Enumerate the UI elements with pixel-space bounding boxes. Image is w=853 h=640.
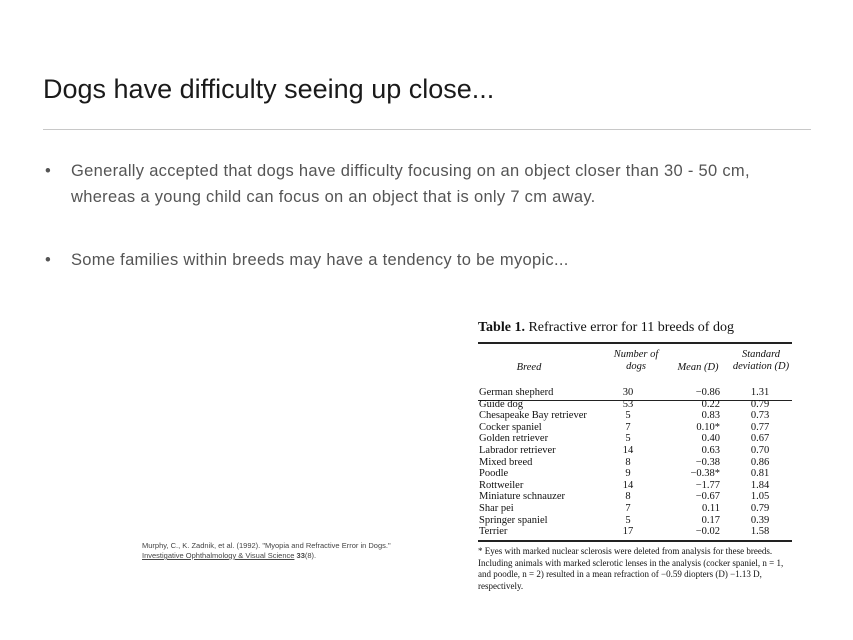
cell-dogs: 17 [622,526,634,538]
header-breed: Breed [516,362,542,373]
table-caption-text: Refractive error for 11 breeds of dog [528,320,734,335]
cell-mean: 0.40 [701,433,720,445]
cell-dogs: 14 [622,445,634,456]
table-top-rule [478,342,792,344]
cell-mean: −1.77 [695,479,720,491]
cell-sd: 1.05 [750,491,770,503]
cell-mean: −0.38* [690,468,720,480]
header-number-line1: Number of [613,349,659,360]
header-mean: Mean (D) [677,362,719,373]
cell-dogs: 9 [625,468,631,480]
header-sd-line1: Standard [741,349,781,360]
cell-dogs: 7 [625,421,631,433]
cell-breed: Shar pei [479,503,514,514]
bullet-list [45,158,790,273]
cell-breed: Golden retriever [479,433,549,445]
table-row [478,387,792,398]
cell-dogs: 14 [622,479,634,491]
cell-sd: 0.79 [750,503,770,514]
cell-breed: Chesapeake Bay retriever [479,410,587,422]
cell-sd: 0.73 [750,410,770,422]
table-row [478,445,792,456]
cell-mean: 0.11 [702,503,720,514]
cell-breed: Cocker spaniel [479,421,542,433]
cell-breed: Guide dog [479,398,524,410]
cell-mean: 0.22 [701,398,720,410]
table-bottom-rule [478,540,792,542]
header-number-of-dogs [606,349,666,373]
cell-dogs: 8 [625,456,631,468]
cell-dogs: 5 [625,433,631,445]
cell-sd: 1.58 [750,526,770,538]
cell-sd: 0.79 [750,398,770,410]
cell-breed: Springer spaniel [479,514,548,526]
table-row [478,433,792,444]
cell-sd: 0.81 [750,468,770,480]
bullet-marker: • [45,251,52,269]
cell-sd: 0.86 [750,456,770,468]
cell-breed: Terrier [479,526,508,538]
cell-mean: 0.10* [696,421,720,433]
table-row [478,491,792,502]
cell-mean: −0.67 [695,491,720,503]
table-caption [478,320,734,336]
table-row [478,526,792,537]
cell-mean: 0.17 [701,514,720,526]
bullet-marker: • [45,162,52,180]
cell-mean: 0.63 [701,445,720,456]
table-row [478,480,792,491]
table-footnote: * Eyes with marked nuclear sclerosis were deleted from analysis for these breeds. Including animals with marked sclerotic lenses in the analysis (cocker spaniel, n = 1, and poodle, n = 2) resulted in a mean refraction of −0.59 diopters (D) −1.13 D, respectively. [478,546,784,591]
citation-volume: 33 [296,551,305,560]
cell-dogs: 7 [625,503,631,514]
cell-dogs: 5 [625,514,631,526]
table-row [478,422,792,433]
cell-sd: 1.31 [750,387,770,398]
header-sd-line2: deviation (D) [732,361,790,372]
cell-mean: −0.38 [695,456,720,468]
header-standard-deviation [730,349,792,373]
cell-breed: Poodle [479,468,509,480]
cell-sd: 0.77 [750,421,770,433]
cell-sd: 0.39 [750,514,770,526]
cell-breed: German shepherd [479,387,554,398]
cell-dogs: 5 [625,410,631,422]
cell-breed: Rottweiler [479,479,524,491]
cell-sd: 0.67 [750,433,770,445]
cell-breed: Mixed breed [479,456,533,468]
table-row [478,399,792,410]
cell-breed: Labrador retriever [479,445,556,456]
citation-journal: Investigative Ophthalmology & Visual Science [142,551,295,560]
bullet-item [45,247,790,273]
table-row [478,410,792,421]
cell-sd: 0.70 [750,445,770,456]
table-row [478,503,792,514]
cell-dogs: 53 [622,398,634,410]
slide-title: Dogs have difficulty seeing up close... [43,74,495,104]
citation-text: Murphy, C., K. Zadnik, et al. (1992). "Myopia and Refractive Error in Dogs." [142,541,391,550]
bullet-item [45,158,790,210]
cell-mean: 0.83 [701,410,720,422]
citation [142,541,462,561]
table-row [478,515,792,526]
cell-sd: 1.84 [750,479,770,491]
header-number-line2: dogs [626,361,646,372]
title-divider [43,129,811,130]
cell-mean: −0.86 [695,387,720,398]
table-caption-label: Table 1. [478,320,525,335]
cell-dogs: 30 [622,387,634,398]
citation-issue: (8). [304,551,317,560]
bullet-text: Some families within breeds may have a tendency to be myopic... [71,251,569,269]
bullet-text: Generally accepted that dogs have difficulty focusing on an object closer than 30 - 50 cm, whereas a young child can focus on an object that is only 7 cm away. [71,162,750,206]
cell-dogs: 8 [625,491,631,503]
cell-breed: Miniature schnauzer [479,491,566,503]
cell-mean: −0.02 [695,526,720,538]
table-row [478,457,792,468]
refractive-error-table [478,320,796,602]
table-row [478,468,792,479]
